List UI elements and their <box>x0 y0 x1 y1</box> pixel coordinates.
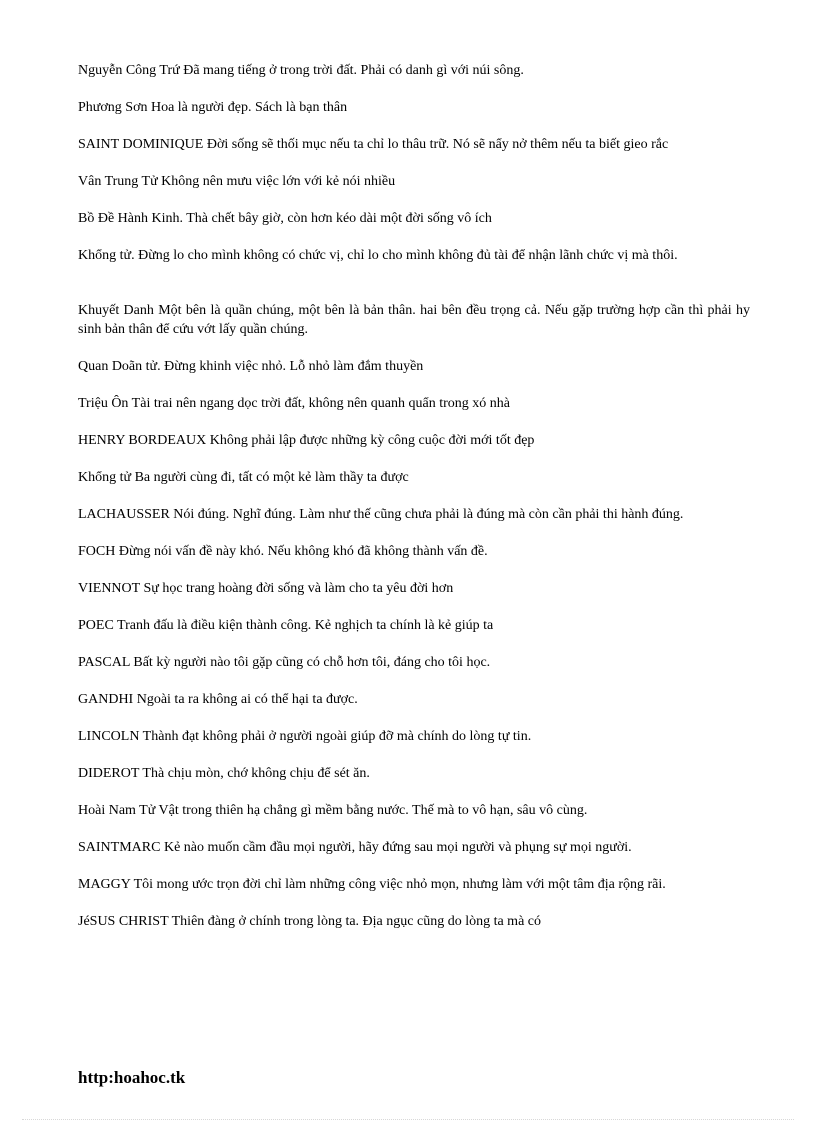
quote-paragraph: SAINT DOMINIQUE Đời sống sẽ thối mục nếu ta chỉ lo thâu trữ. Nó sẽ nẩy nở thêm nếu ta biết gieo rắc <box>78 137 669 152</box>
page-edge-divider <box>22 1119 794 1120</box>
document-body <box>78 61 750 949</box>
quote-paragraph: Triệu Ôn Tài trai nên ngang dọc trời đất, không nên quanh quẩn trong xó nhà <box>78 396 510 411</box>
footer-link[interactable]: http:hoahoc.tk <box>78 1068 186 1087</box>
quote-paragraph: Khuyết Danh Một bên là quần chúng, một bên là bản thân. hai bên đều trọng cả. Nếu gặp trường hợp cần thì phải hy sinh bản thân để cứu vớt lấy quần chúng. <box>78 303 750 337</box>
quote-paragraph: JéSUS CHRIST Thiên đàng ở chính trong lòng ta. Địa ngục cũng do lòng ta mà có <box>78 914 541 929</box>
quote-paragraph: Bồ Đề Hành Kinh. Thà chết bây giờ, còn hơn kéo dài một đời sống vô ích <box>78 211 492 226</box>
quote-paragraph: Nguyễn Công Trứ Đã mang tiếng ở trong trời đất. Phải có danh gì với núi sông. <box>78 63 524 78</box>
quote-paragraph: Vân Trung Tử Không nên mưu việc lớn với kẻ nói nhiều <box>78 174 396 189</box>
quote-paragraph: DIDEROT Thà chịu mòn, chớ không chịu để sét ăn. <box>78 766 370 781</box>
quote-paragraph: FOCH Đừng nói vấn đề này khó. Nếu không khó đã không thành vấn đề. <box>78 544 488 559</box>
quote-paragraph: Khổng tử. Đừng lo cho mình không có chức vị, chỉ lo cho mình không đủ tài để nhận lãnh chức vị mà thôi. <box>78 248 678 263</box>
quote-paragraph: Quan Doãn tử. Đừng khinh việc nhỏ. Lỗ nhỏ làm đắm thuyền <box>78 359 424 374</box>
quote-paragraph: Phương Sơn Hoa là người đẹp. Sách là bạn thân <box>78 100 348 115</box>
quote-paragraph: MAGGY Tôi mong ước trọn đời chỉ làm những công việc nhỏ mọn, nhưng làm với một tâm địa rộng rãi. <box>78 877 666 892</box>
quote-paragraph: VIENNOT Sự học trang hoàng đời sống và làm cho ta yêu đời hơn <box>78 581 454 596</box>
quote-paragraph: LACHAUSSER Nói đúng. Nghĩ đúng. Làm như thế cũng chưa phải là đúng mà còn cần phải thi hành đúng. <box>78 507 684 522</box>
quote-paragraph: HENRY BORDEAUX Không phải lập được những kỳ công cuộc đời mới tốt đẹp <box>78 433 535 448</box>
quote-paragraph: SAINTMARC Kẻ nào muốn cầm đầu mọi người, hãy đứng sau mọi người và phụng sự mọi người. <box>78 840 632 855</box>
quote-paragraph: Khổng tử Ba người cùng đi, tất có một kẻ làm thầy ta được <box>78 470 409 485</box>
quote-paragraph: PASCAL Bất kỳ người nào tôi gặp cũng có chỗ hơn tôi, đáng cho tôi học. <box>78 655 491 670</box>
quote-paragraph: POEC Tranh đấu là điều kiện thành công. Kẻ nghịch ta chính là kẻ giúp ta <box>78 618 494 633</box>
quote-paragraph: Hoài Nam Tử Vật trong thiên hạ chẳng gì mềm bằng nước. Thế mà to vô hạn, sâu vô cùng. <box>78 803 588 818</box>
quote-paragraph: GANDHI Ngoài ta ra không ai có thể hại ta được. <box>78 692 358 707</box>
quote-paragraph: LINCOLN Thành đạt không phải ở người ngoài giúp đỡ mà chính do lòng tự tin. <box>78 729 532 744</box>
